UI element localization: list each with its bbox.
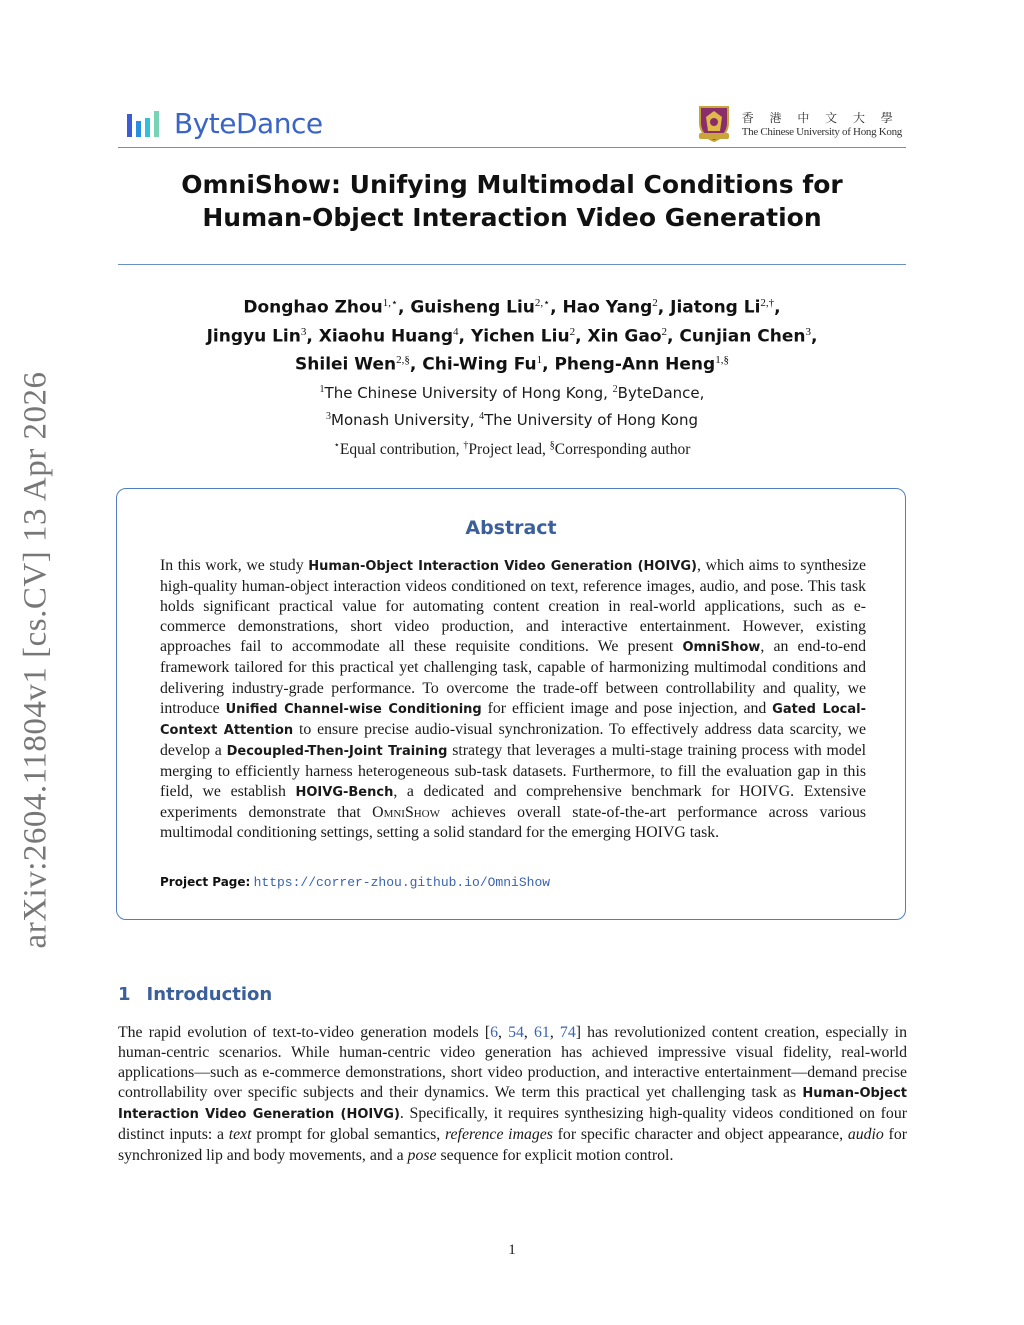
abstract-heading: Abstract (465, 517, 557, 539)
abstract-term: OmniShow (682, 640, 761, 656)
note-sup: † (463, 440, 469, 451)
page-number: 1 (508, 1242, 516, 1258)
title-line-1: OmniShow: Unifying Multimodal Conditions for (181, 170, 843, 199)
paper-title (118, 168, 906, 234)
abstract-run: to ensure precise audio-visual synchronization. To effectively address data scarcity, we develop a (160, 720, 866, 759)
affiliation-name: ByteDance (617, 384, 700, 402)
abstract-term: HOIVG-Bench (295, 785, 394, 801)
bytedance-wordmark: ByteDance (174, 107, 323, 140)
affiliation-sup: 4 (479, 411, 485, 422)
abstract-run: , which aims to synthesize high-quality human-object interaction videos conditioned on text, reference images, audio, and pose. This task holds significant practical value for automating content creation in real-world applications, such as e-commerce demonstrations, short video production, and interactive entertainment. However, existing approaches fail to accommodate all these requisite conditions. We present (160, 557, 867, 656)
affiliation-sup: 1 (319, 384, 325, 395)
author-sup: 2 (661, 325, 668, 338)
author-sup: 2 (569, 325, 576, 338)
cuhk-logo (694, 103, 902, 143)
section-number: 1 (118, 984, 131, 1005)
title-line-2: Human-Object Interaction Video Generation (202, 203, 822, 232)
affiliation-name: Monash University (331, 411, 470, 429)
citation-link[interactable]: 54 (508, 1024, 524, 1041)
intro-emph: audio (847, 1126, 884, 1144)
cuhk-crest-icon (694, 103, 734, 143)
author-line-2: Jingyu Lin$^3$, Xiaohu Huang$^4$, Yichen Liu$^2$, Xin Gao$^2$, Cunjian Chen$^3$, (206, 325, 818, 347)
citation-link[interactable]: 61 (534, 1024, 550, 1041)
author-name: Chi-Wing Fu (422, 354, 537, 375)
abstract-run: In this work, we study (160, 557, 309, 574)
affiliation-list (118, 378, 906, 432)
author-sup: 2 (652, 297, 658, 309)
affiliation-line-2: $^3$Monash University, $^4$The University of Hong Kong (326, 411, 698, 429)
bytedance-mark-icon (126, 109, 166, 139)
author-sup: 2,⋆ (534, 297, 551, 309)
author-name: Xiaohu Huang (318, 326, 454, 347)
affiliation-name: The Chinese University of Hong Kong (324, 384, 604, 402)
note-corr: Corresponding author (554, 441, 691, 459)
arxiv-stamp: arXiv:2604.11804v1 [cs.CV] 13 Apr 2026 (17, 371, 54, 949)
section-title: Introduction (146, 984, 273, 1005)
note-lead: Project lead, (468, 441, 546, 459)
abstract-run: achieves overall state-of-the-art performance across various multimodal conditioning settings, setting a solid standard for the emerging HOIVG task. (160, 804, 866, 842)
section-heading (118, 984, 272, 1005)
intro-run: . Specifically, it requires synthesizing high-quality videos conditioned on four distinct inputs: a (118, 1105, 907, 1144)
bytedance-logo (126, 107, 323, 140)
affiliation-line-1: $^1$The Chinese University of Hong Kong, $^2$ByteDance, (319, 384, 705, 402)
intro-emph: pose (407, 1146, 437, 1164)
author-name: Hao Yang (562, 297, 653, 318)
project-page-link[interactable]: https://correr-zhou.github.io/OmniShow (253, 875, 551, 890)
author-line-1: Donghao Zhou$^{1,⋆}$, Guisheng Liu$^{2,⋆}$, Hao Yang$^2$, Jiatong $Li^{2,\dagger}$, (243, 297, 781, 318)
author-sup: 4 (453, 325, 459, 338)
author-sup: 1 (536, 354, 543, 367)
author-notes (118, 440, 906, 459)
abstract-run: for efficient image and pose injection, and (481, 699, 773, 717)
author-name: Pheng-Ann Heng (554, 354, 716, 375)
intro-emph: reference images (444, 1126, 553, 1144)
abstract-smallcaps: OmniShow (372, 804, 441, 822)
abstract-term: Human-Object Interaction Video Generation (HOIVG) (308, 559, 697, 574)
author-sup: 3 (805, 325, 811, 338)
affiliation-sup: 2 (612, 384, 618, 395)
author-sup: 2,† (760, 297, 775, 309)
author-name: Xin Gao (587, 326, 662, 347)
author-name: Jingyu Lin (206, 326, 301, 347)
author-sup: 3 (300, 325, 307, 338)
abstract-run: , an end-to-end framework tailored for this practical yet challenging task, capable of harmonizing multimodal conditions and delivering industry-grade performance. To overcome the trade-off between controllability and quality, we introduce (160, 638, 866, 717)
citation-link[interactable]: 74 (559, 1024, 576, 1041)
abstract-run: , a dedicated and comprehensive benchmark for HOIVG. Extensive experiments demonstrate that (160, 783, 866, 822)
cuhk-name-en: The Chinese University of Hong Kong (741, 125, 902, 138)
abstract-box (116, 488, 906, 920)
author-name: Jiatong Li (670, 297, 761, 318)
cuhk-name-zh: 香 港 中 文 大 學 (741, 110, 899, 125)
abstract-term: Unified Channel-wise Conditioning (225, 701, 482, 717)
note-sup: § (549, 440, 555, 451)
intro-paragraph: The rapid evolution of text-to-video generation models [6, 54, 61, 74] has revolutionized content creation, especially in human-centric scenarios. While human-centric video generation has achieved impressive visual fidelity, real-world applications—such as e-commerce demonstrations, short video production, and interactive entertainment—demand precise controllability over specific subjects and their dynamics. We term this practical yet challenging task as Human-Object Interaction Video Generation (HOIVG). Specifically, it requires synthesizing high-quality videos conditioned on four distinct inputs: a text prompt for global semantics, reference images for specific character and object appearance, audio for synchronized lip and body movements, and a pose sequence for explicit motion control. (118, 1024, 907, 1164)
intro-run: for synchronized lip and body movements, and a (118, 1126, 907, 1164)
author-name: Guisheng Liu (410, 297, 535, 318)
author-list (118, 291, 906, 377)
author-sup: 1,⋆ (382, 297, 398, 309)
project-page-label: Project Page: (160, 875, 251, 889)
abstract-run: strategy that leverages a multi-stage training process with model merging to efficiently harness heterogeneous sub-task datasets. Furthermore, to fill the evaluation gap in this field, we establish (160, 741, 867, 801)
citation-link[interactable]: 6 (490, 1024, 498, 1041)
abstract-term: Decoupled-Then-Joint Training (226, 743, 448, 759)
abstract-term: Gated Local-Context Attention (160, 701, 866, 738)
author-name: Shilei Wen (295, 354, 397, 375)
abstract-text (160, 556, 866, 843)
intro-run: The rapid evolution of text-to-video generation models [ (118, 1024, 491, 1041)
author-name: Yichen Liu (470, 326, 570, 347)
note-sup: ⋆ (333, 440, 340, 451)
intro-run: sequence for explicit motion control. (436, 1146, 674, 1164)
project-page (160, 874, 550, 890)
author-sup: 2,§ (396, 354, 410, 367)
author-line-3: Shilei Wen$^{2,\S}$, Chi-Wing Fu$^1$, Pheng-Ann Heng$^{1,\S}$ (295, 354, 729, 375)
intro-term: Human-Object Interaction Video Generation (HOIVG) (118, 1086, 907, 1123)
author-name: Donghao Zhou (243, 297, 383, 318)
note-equal: Equal contribution, (339, 441, 460, 459)
intro-run: for specific character and object appearance, (552, 1126, 848, 1144)
affiliation-name: The University of Hong Kong (484, 411, 698, 429)
intro-run: ] has revolutionized content creation, especially in human-centric scenarios. While human-centric video generation has achieved impressive visual fidelity, real-world applications—such as e-commerce demonstrations, short video production, and interactive entertainment—demand precise controllability over specific subjects and their dynamics. We term this practical yet challenging task as (118, 1024, 907, 1102)
affiliation-sup: 3 (326, 411, 331, 422)
intro-emph: text (228, 1126, 252, 1144)
author-sup: 1,§ (715, 354, 729, 367)
author-name: Cunjian Chen (679, 326, 806, 347)
title-rule (118, 264, 906, 265)
intro-run: prompt for global semantics, (251, 1126, 445, 1144)
page-header (118, 103, 906, 148)
